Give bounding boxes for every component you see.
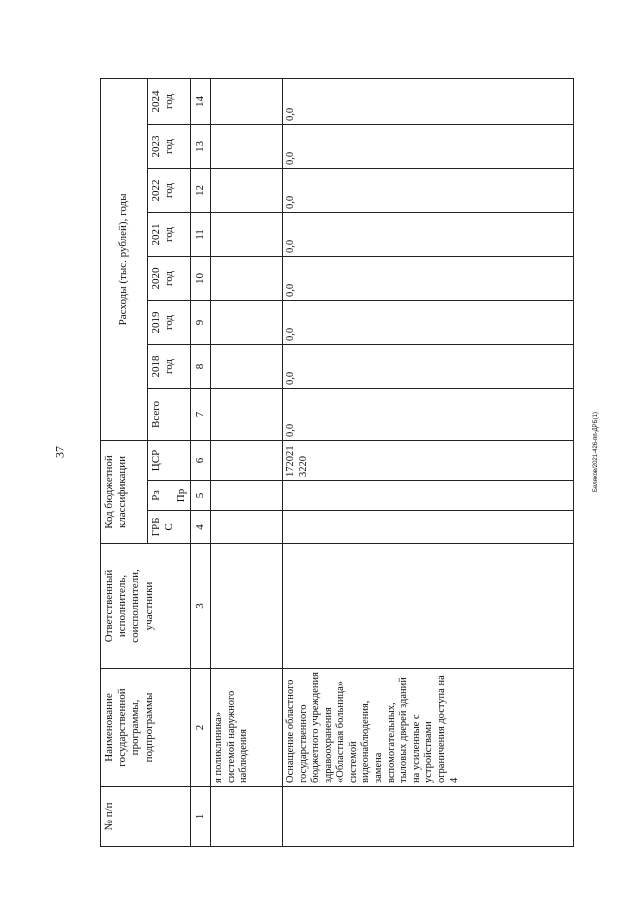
column-number: 5 — [190, 481, 210, 511]
column-number: 2 — [190, 669, 210, 787]
header-rz-pr — [148, 481, 191, 511]
row-year-2018 — [210, 344, 282, 388]
header-grbs: ГРБС — [148, 511, 191, 544]
column-number: 14 — [190, 78, 210, 124]
header-csr: ЦСР — [148, 440, 191, 480]
row-year-2020 — [210, 256, 282, 300]
row-year-2021 — [210, 212, 282, 256]
row-program-name: я поликлиника» системой наружного наблюдения — [210, 669, 282, 787]
row-year-2022 — [210, 168, 282, 212]
column-number: 7 — [190, 388, 210, 440]
column-number: 11 — [190, 212, 210, 256]
row-rz-pr — [282, 481, 573, 511]
header-expenses: Расходы (тыс. рублей), годы — [101, 78, 148, 440]
header-year-2020: 2020 год — [148, 256, 191, 300]
rotated-table-container — [100, 79, 574, 847]
header-total: Всего — [148, 388, 191, 440]
column-number: 4 — [190, 511, 210, 544]
row-rz-pr — [210, 481, 282, 511]
row-responsible — [210, 544, 282, 669]
table-row — [210, 78, 282, 846]
row-year-2023: 0,0 — [282, 124, 573, 168]
header-year-2019: 2019 год — [148, 300, 191, 344]
row-total: 0,0 — [282, 388, 573, 440]
row-year-2024: 0,0 — [282, 78, 573, 124]
row-csr: 172021 3220 — [282, 440, 573, 480]
page-number: 37 — [52, 446, 67, 458]
header-year-2023: 2023 год — [148, 124, 191, 168]
row-csr — [210, 440, 282, 480]
row-grbs — [210, 511, 282, 544]
document-footer-code: Беляков/2021-426-пп-ДРБ(1) — [593, 412, 599, 492]
row-program-name: Оснащение областного государственного бюджетного учреждения здравоохранения «Областная больница» системой видеонаблюдения, замена вспомогательных, тыловых дверей зданий на усиленные с устройствами ограничения доступа на 4 — [282, 669, 573, 787]
header-program-name: Наименование государственной программы, подпрограммы — [101, 669, 191, 787]
row-year-2018: 0,0 — [282, 344, 573, 388]
header-pr: Пр — [175, 488, 188, 503]
row-num — [282, 787, 573, 847]
column-number: 10 — [190, 256, 210, 300]
header-responsible: Ответственный исполнитель, соисполнители, участники — [101, 544, 191, 669]
row-year-2024 — [210, 78, 282, 124]
header-year-2018: 2018 год — [148, 344, 191, 388]
row-responsible — [282, 544, 573, 669]
column-number: 9 — [190, 300, 210, 344]
column-number: 3 — [190, 544, 210, 669]
header-year-2024: 2024 год — [148, 78, 191, 124]
row-year-2019: 0,0 — [282, 300, 573, 344]
row-year-2019 — [210, 300, 282, 344]
row-year-2022: 0,0 — [282, 168, 573, 212]
column-number: 6 — [190, 440, 210, 480]
header-year-2021: 2021 год — [148, 212, 191, 256]
column-number: 12 — [190, 168, 210, 212]
header-num: № п/п — [101, 787, 191, 847]
header-rz: Рз — [150, 490, 162, 501]
column-number: 8 — [190, 344, 210, 388]
row-year-2020: 0,0 — [282, 256, 573, 300]
row-grbs — [282, 511, 573, 544]
row-year-2023 — [210, 124, 282, 168]
column-number: 13 — [190, 124, 210, 168]
column-number: 1 — [190, 787, 210, 847]
row-total — [210, 388, 282, 440]
expenses-table — [100, 78, 574, 847]
row-num — [210, 787, 282, 847]
header-budget-code: Код бюджетной классификации — [101, 440, 148, 543]
header-year-2022: 2022 год — [148, 168, 191, 212]
row-year-2021: 0,0 — [282, 212, 573, 256]
table-row — [282, 78, 573, 846]
